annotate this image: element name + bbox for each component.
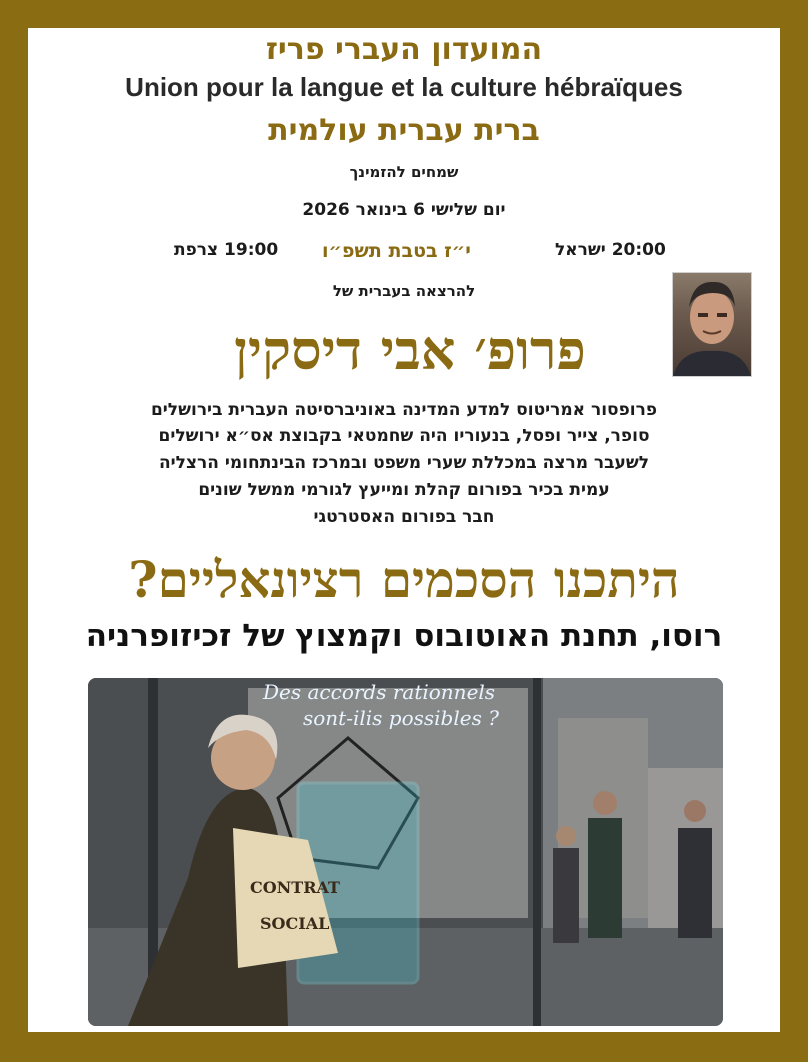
organization-name: ברית עברית עולמית <box>268 113 540 148</box>
bio-line: חבר בפורום האסטרטגי <box>313 507 495 527</box>
bio-line: סופר, צייר ופסל, בנעוריו היה שחמטאי בקבוצת אס״א ירושלים <box>158 426 650 446</box>
lecture-intro: להרצאה בעברית של <box>332 282 476 300</box>
invite-line: שמחים להזמינך <box>349 163 459 181</box>
time-israel: 20:00 ישראל <box>555 240 666 260</box>
club-name-hebrew: המועדון העברי פריז <box>265 32 543 67</box>
talk-title: היתכנו הסכמים רציונאליים? <box>128 550 680 609</box>
hebrew-date: י״ז בטבת תשפ״ו <box>322 240 471 262</box>
talk-subtitle: רוסו, תחנת האוטובוס וקמצוץ של זכיזופרניה <box>85 618 723 654</box>
time-france: 19:00 צרפת <box>174 240 279 260</box>
bio-line: פרופסור אמריטוס למדע המדינה באוניברסיטה העברית בירושלים <box>150 400 658 420</box>
bio-line: לשעבר מרצה במכללת שערי משפט ובמרכז הבינתחומי הרצליה <box>158 453 650 473</box>
club-name-french: Union pour la langue et la culture hébraïques <box>125 72 683 102</box>
speaker-name: פרופ׳ אבי דיסקין <box>234 318 586 382</box>
speaker-photo <box>672 272 752 377</box>
scroll-title-line1: CONTRAT <box>250 878 340 897</box>
scene-illustration <box>88 678 723 1026</box>
scroll-title-line2: SOCIAL <box>260 914 330 933</box>
bio-line: עמית בכיר בפורום קהלת ומייעץ לגורמי ממשל שונים <box>198 480 610 500</box>
portrait-illustration <box>673 273 751 376</box>
artwork-caption-line2: sont-ilis possibles ? <box>303 706 499 730</box>
artwork-caption-line1: Des accords rationnels <box>263 680 496 704</box>
event-date: יום שלישי 6 בינואר 2026 <box>302 200 506 220</box>
illustration-rousseau-bus-stop <box>88 678 723 1026</box>
